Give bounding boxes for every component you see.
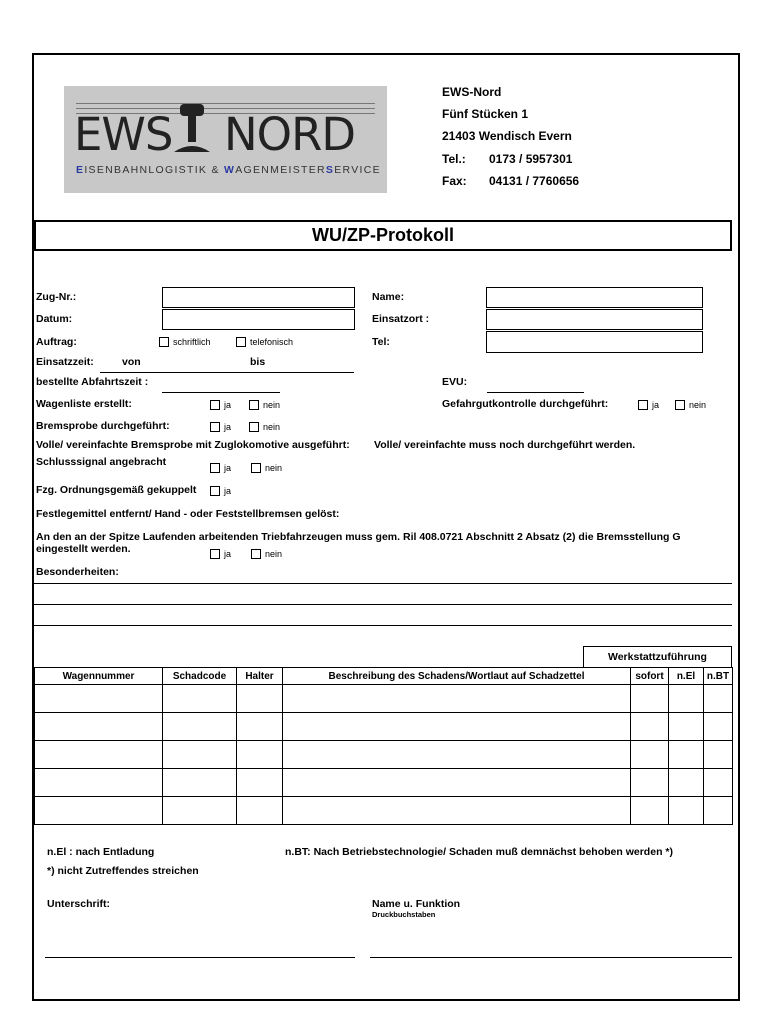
tel-value: 0173 / 5957301 bbox=[489, 152, 573, 166]
col-nbt: n.BT bbox=[704, 668, 733, 685]
volle-ausgefuehrt-label: Volle/ vereinfachte Bremsprobe mit Zuglokomotive ausgeführt: bbox=[36, 439, 350, 451]
einsatzort-label: Einsatzort : bbox=[372, 313, 430, 325]
besonderheiten-line-2[interactable] bbox=[34, 604, 732, 605]
besonderheiten-label: Besonderheiten: bbox=[36, 566, 119, 578]
table-header-row bbox=[35, 668, 733, 685]
spitze-nein-checkbox[interactable]: nein bbox=[251, 549, 282, 559]
name-funktion-label: Name u. Funktion bbox=[372, 898, 461, 910]
ews-nord-logo bbox=[64, 86, 387, 193]
abfahrtszeit-label: bestellte Abfahrtszeit : bbox=[36, 376, 149, 388]
nbt-legend: n.BT: Nach Betriebstechnologie/ Schaden muß demnächst behoben werden *) bbox=[285, 846, 673, 858]
name-label: Name: bbox=[372, 291, 405, 303]
streichen-note: *) nicht Zutreffendes streichen bbox=[47, 865, 199, 877]
volle-muss-label: Volle/ vereinfachte muss noch durchgeführt werden. bbox=[374, 439, 636, 451]
spitze-text-line2: eingestellt werden. bbox=[36, 543, 131, 555]
table-row[interactable] bbox=[35, 713, 733, 741]
gefahrgut-ja-checkbox[interactable]: ja bbox=[638, 400, 659, 410]
tel-field[interactable] bbox=[486, 331, 703, 353]
table-row[interactable] bbox=[35, 685, 733, 713]
datum-label: Datum: bbox=[36, 313, 73, 325]
schriftlich-checkbox[interactable]: schriftlich bbox=[159, 337, 211, 347]
besonderheiten-line-3[interactable] bbox=[34, 625, 732, 626]
gekuppelt-ja-checkbox[interactable]: ja bbox=[210, 486, 231, 496]
logo-text-left: EWS bbox=[74, 108, 173, 161]
gefahrgut-label: Gefahrgutkontrolle durchgeführt: bbox=[442, 398, 609, 410]
spitze-text-line1: An den an der Spitze Laufenden arbeitenden Triebfahrzeugen muss gem. Ril 408.0721 Abschnitt 2 Absatz (2) die Bremsstellung G bbox=[36, 531, 681, 543]
company-name: EWS-Nord bbox=[442, 85, 502, 99]
druckbuchstaben-label: Druckbuchstaben bbox=[372, 910, 436, 919]
datum-field[interactable] bbox=[162, 309, 355, 330]
company-street: Fünf Stücken 1 bbox=[442, 107, 529, 121]
zug-nr-label: Zug-Nr.: bbox=[36, 291, 77, 303]
unterschrift-label: Unterschrift: bbox=[47, 898, 111, 910]
wagenliste-nein-checkbox[interactable]: nein bbox=[249, 400, 280, 410]
table-row[interactable] bbox=[35, 769, 733, 797]
schlusssignal-nein-checkbox[interactable]: nein bbox=[251, 463, 282, 473]
company-city: 21403 Wendisch Evern bbox=[442, 129, 572, 143]
fax-value: 04131 / 7760656 bbox=[489, 174, 580, 188]
col-schadcode: Schadcode bbox=[163, 668, 237, 685]
protocol-form bbox=[32, 53, 740, 1001]
evu-line[interactable] bbox=[487, 392, 584, 393]
col-wagennummer: Wagennummer bbox=[35, 668, 163, 685]
unterschrift-line[interactable] bbox=[45, 957, 355, 958]
col-sofort: sofort bbox=[631, 668, 669, 685]
abfahrtszeit-line[interactable] bbox=[162, 392, 280, 393]
rail-icon bbox=[172, 102, 212, 154]
bremsprobe-label: Bremsprobe durchgeführt: bbox=[36, 420, 170, 432]
telefonisch-checkbox[interactable]: telefonisch bbox=[236, 337, 293, 347]
page-title: WU/ZP-Protokoll bbox=[34, 220, 732, 251]
festlegemittel-label: Festlegemittel entfernt/ Hand - oder Feststellbremsen gelöst: bbox=[36, 508, 340, 520]
bremsprobe-ja-checkbox[interactable]: ja bbox=[210, 422, 231, 432]
einsatzort-field[interactable] bbox=[486, 309, 703, 330]
schlusssignal-ja-checkbox[interactable]: ja bbox=[210, 463, 231, 473]
table-row[interactable] bbox=[35, 797, 733, 825]
auftrag-label: Auftrag: bbox=[36, 336, 77, 348]
nel-legend: n.El : nach Entladung bbox=[47, 846, 155, 858]
col-beschreibung: Beschreibung des Schadens/Wortlaut auf Schadzettel bbox=[283, 668, 631, 685]
gefahrgut-nein-checkbox[interactable]: nein bbox=[675, 400, 706, 410]
name-funktion-line[interactable] bbox=[370, 957, 732, 958]
gekuppelt-label: Fzg. Ordnungsgemäß gekuppelt bbox=[36, 484, 197, 496]
tel-label: Tel.: bbox=[442, 152, 466, 166]
table-row[interactable] bbox=[35, 741, 733, 769]
damage-table bbox=[34, 667, 733, 825]
wagenliste-label: Wagenliste erstellt: bbox=[36, 398, 132, 410]
logo-tagline: EISENBAHNLOGISTIK & WAGENMEISTERSERVICE bbox=[76, 164, 381, 176]
evu-label: EVU: bbox=[442, 376, 468, 388]
werkstatt-header: Werkstattzuführung bbox=[583, 646, 732, 668]
tel-field-label: Tel: bbox=[372, 336, 390, 348]
besonderheiten-line-1[interactable] bbox=[34, 583, 732, 584]
schlusssignal-label: Schlusssignal angebracht bbox=[36, 456, 167, 468]
spitze-ja-checkbox[interactable]: ja bbox=[210, 549, 231, 559]
bremsprobe-nein-checkbox[interactable]: nein bbox=[249, 422, 280, 432]
name-field[interactable] bbox=[486, 287, 703, 308]
einsatzzeit-line[interactable] bbox=[100, 372, 354, 373]
bis-label: bis bbox=[250, 356, 266, 368]
col-halter: Halter bbox=[237, 668, 283, 685]
fax-label: Fax: bbox=[442, 174, 467, 188]
zug-nr-field[interactable] bbox=[162, 287, 355, 308]
col-nel: n.El bbox=[669, 668, 704, 685]
von-label: von bbox=[122, 356, 141, 368]
einsatzzeit-label: Einsatzzeit: bbox=[36, 356, 94, 368]
logo-text-right: NORD bbox=[224, 108, 355, 161]
wagenliste-ja-checkbox[interactable]: ja bbox=[210, 400, 231, 410]
